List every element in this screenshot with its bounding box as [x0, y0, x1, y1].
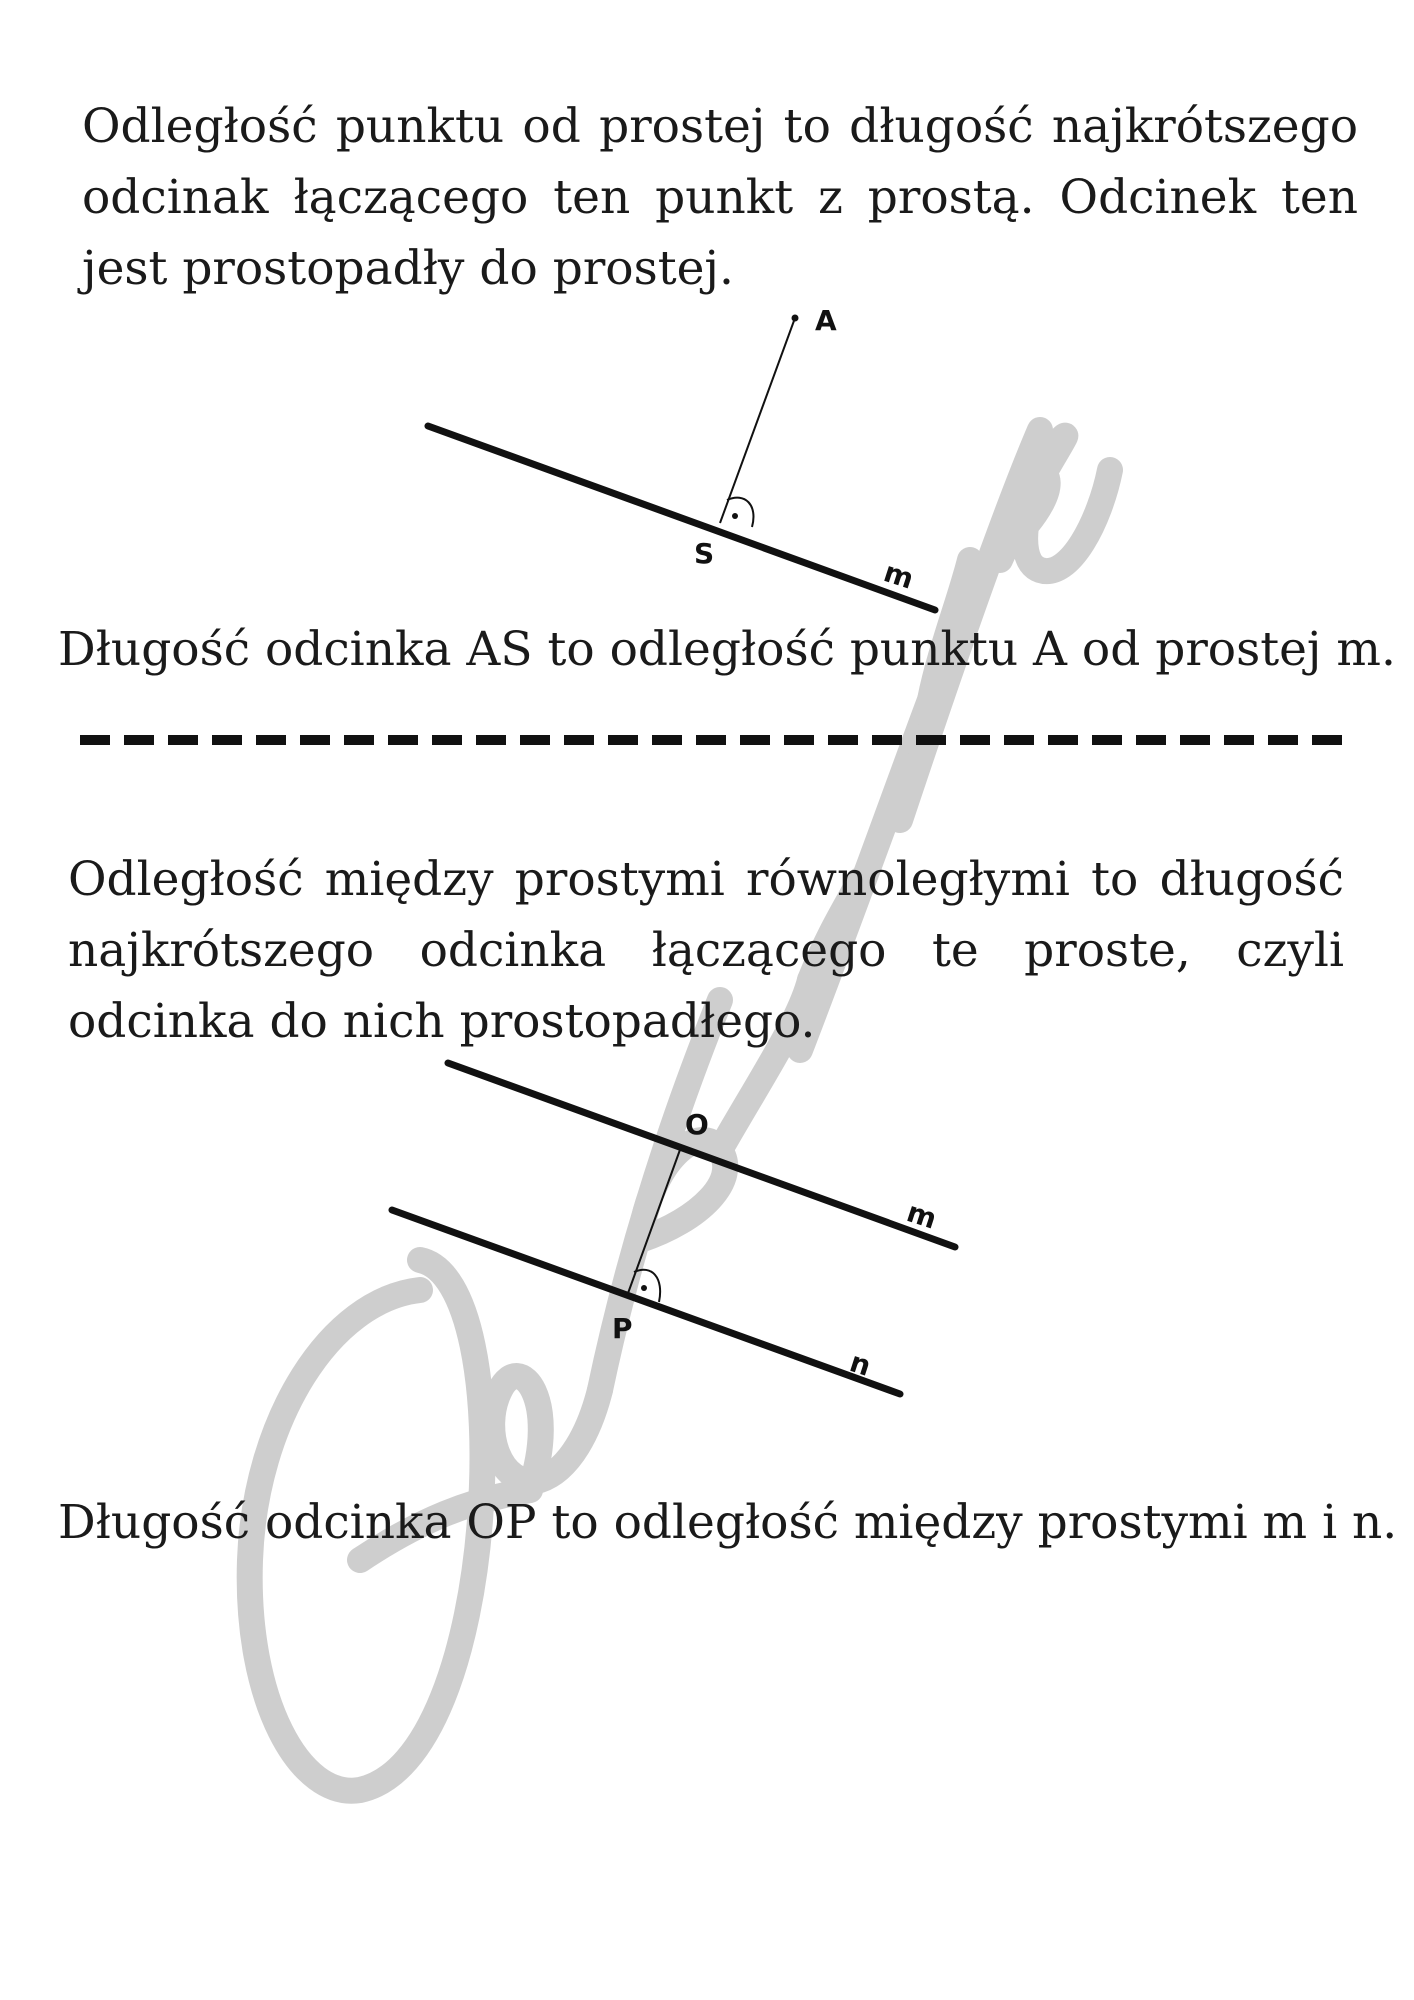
label-p: P: [612, 1312, 633, 1345]
caption-parallel-lines: Długość odcinka OP to odległość między prostymi m i n.: [58, 1495, 1398, 1550]
line-n-parallel: [392, 1210, 900, 1394]
label-s: S: [694, 537, 715, 570]
label-m-1: m: [879, 555, 918, 596]
caption-point-line: Długość odcinka AS to odległość punktu A od prostej m.: [58, 622, 1396, 677]
label-n: n: [845, 1345, 875, 1383]
label-o: O: [685, 1108, 709, 1141]
definition-parallel-lines-distance: Odległość między prostymi równoległymi to długość najkrótszego odcinka łączącego te proste, czyli odcinka do nich prostopadłego.: [68, 852, 1344, 1049]
label-a: A: [815, 304, 837, 337]
line-m-parallel: [448, 1063, 955, 1247]
right-angle-dot-2: [641, 1285, 647, 1291]
definition-point-line-distance: Odległość punktu od prostej to długość najkrótszego odcinak łączącego ten punkt z prostą. Odcinek ten jest prostopadły do prostej.: [82, 99, 1358, 296]
label-m-2: m: [902, 1195, 941, 1236]
